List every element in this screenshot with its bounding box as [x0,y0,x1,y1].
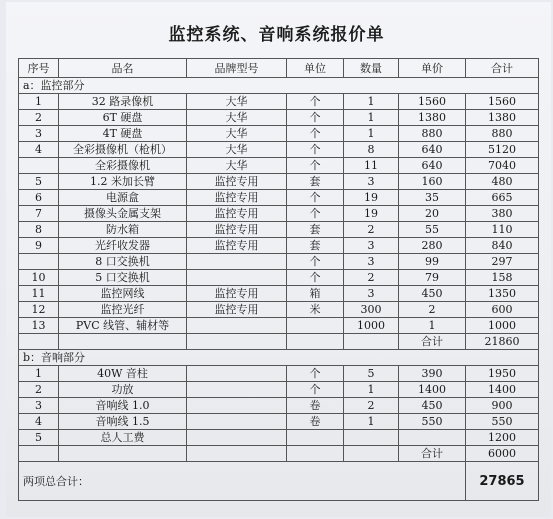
unit [287,430,344,446]
brand-model: 大华 [187,110,287,126]
table-row [19,270,539,286]
unit-price: 2 [399,302,466,318]
quantity: 1 [344,126,399,142]
line-total: 5120 [466,142,539,158]
table-row [19,158,539,174]
row-number: 2 [19,382,59,398]
line-total: 7040 [466,158,539,174]
item-name: 防水箱 [59,222,187,238]
unit-price: 390 [399,366,466,382]
table-row [19,94,539,110]
table-row [19,254,539,270]
line-total: 1380 [466,110,539,126]
brand-model: 监控专用 [187,238,287,254]
section-a-row [19,78,539,94]
row-number: 11 [19,286,59,302]
brand-model [187,398,287,414]
brand-model: 监控专用 [187,286,287,302]
brand-model [187,318,287,334]
unit: 个 [287,142,344,158]
quantity: 19 [344,206,399,222]
quantity [344,430,399,446]
grand-total-row [19,462,539,501]
brand-model [187,414,287,430]
line-total: 550 [466,414,539,430]
item-name: 光纤收发器 [59,238,187,254]
unit-price: 640 [399,142,466,158]
unit-price: 79 [399,270,466,286]
line-total: 600 [466,302,539,318]
unit: 箱 [287,286,344,302]
table-row [19,302,539,318]
header-cell: 品名 [59,59,187,78]
brand-model: 大华 [187,142,287,158]
line-total: 1000 [466,318,539,334]
quantity: 3 [344,254,399,270]
unit-price: 99 [399,254,466,270]
document-title: 监控系统、音响系统报价单 [168,25,385,45]
grand-total-label: 两项总合计： [19,462,466,501]
table-row [19,382,539,398]
quantity: 2 [344,270,399,286]
item-name: 6T 硬盘 [59,110,187,126]
item-name: 电源盒 [59,190,187,206]
line-total: 480 [466,174,539,190]
unit: 卷 [287,414,344,430]
line-total: 1950 [466,366,539,382]
unit: 个 [287,110,344,126]
brand-model: 大华 [187,126,287,142]
item-name: PVC 线管、辅材等 [59,318,187,334]
unit-price [399,430,466,446]
subtotal-label: 合计 [399,446,466,462]
quantity: 2 [344,398,399,414]
unit: 套 [287,222,344,238]
item-name: 5 口交换机 [59,270,187,286]
unit: 个 [287,366,344,382]
item-name: 8 口交换机 [59,254,187,270]
brand-model [187,254,287,270]
line-total: 1200 [466,430,539,446]
unit: 个 [287,126,344,142]
section-b-subtotal-row [19,446,539,462]
brand-model [187,366,287,382]
table-row [19,110,539,126]
grand-total-value: 27865 [466,462,539,501]
brand-model: 监控专用 [187,302,287,318]
line-total: 1560 [466,94,539,110]
unit: 个 [287,270,344,286]
unit: 套 [287,238,344,254]
row-number: 9 [19,238,59,254]
table-row [19,238,539,254]
item-name: 功放 [59,382,187,398]
unit-price: 640 [399,158,466,174]
header-cell: 序号 [19,59,59,78]
quantity: 1 [344,94,399,110]
unit-price: 550 [399,414,466,430]
row-number [19,158,59,174]
row-number: 7 [19,206,59,222]
line-total: 158 [466,270,539,286]
table-row [19,430,539,446]
header-cell: 品牌型号 [187,59,287,78]
unit-price: 20 [399,206,466,222]
unit: 套 [287,174,344,190]
row-number: 10 [19,270,59,286]
section-b-label: b：音响部分 [19,350,539,366]
brand-model: 大华 [187,158,287,174]
item-name: 32 路录像机 [59,94,187,110]
line-total: 1350 [466,286,539,302]
unit-price: 55 [399,222,466,238]
table-row [19,414,539,430]
quantity: 3 [344,174,399,190]
unit-price: 1380 [399,110,466,126]
unit-price: 450 [399,286,466,302]
header-cell: 合计 [466,59,539,78]
section-b-row [19,350,539,366]
brand-model: 监控专用 [187,222,287,238]
unit-price: 1 [399,318,466,334]
item-name: 监控网线 [59,286,187,302]
row-number: 1 [19,94,59,110]
quantity: 1 [344,414,399,430]
item-name: 4T 硬盘 [59,126,187,142]
unit-price: 450 [399,398,466,414]
brand-model: 监控专用 [187,174,287,190]
table-row [19,366,539,382]
unit-price: 160 [399,174,466,190]
quantity: 11 [344,158,399,174]
row-number: 6 [19,190,59,206]
brand-model: 监控专用 [187,190,287,206]
section-a-subtotal-row [19,334,539,350]
item-name: 摄像头金属支架 [59,206,187,222]
unit: 个 [287,190,344,206]
unit: 个 [287,382,344,398]
unit-price: 35 [399,190,466,206]
line-total: 380 [466,206,539,222]
item-name: 40W 音柱 [59,366,187,382]
quantity: 3 [344,238,399,254]
section-a-label: a：监控部分 [19,78,539,94]
table-row [19,142,539,158]
row-number: 3 [19,398,59,414]
header-cell: 单价 [399,59,466,78]
table-row [19,398,539,414]
unit-price: 880 [399,126,466,142]
row-number: 4 [19,414,59,430]
table-row [19,206,539,222]
item-name: 1.2 米加长臂 [59,174,187,190]
unit-price: 1560 [399,94,466,110]
table-row [19,126,539,142]
row-number: 2 [19,110,59,126]
unit-price: 1400 [399,382,466,398]
row-number: 5 [19,174,59,190]
row-number: 8 [19,222,59,238]
row-number: 3 [19,126,59,142]
row-number: 5 [19,430,59,446]
quantity: 5 [344,366,399,382]
item-name: 监控光纤 [59,302,187,318]
unit: 个 [287,158,344,174]
quantity: 1 [344,382,399,398]
item-name: 音响线 1.0 [59,398,187,414]
subtotal-value: 21860 [466,334,539,350]
unit: 卷 [287,398,344,414]
line-total: 665 [466,190,539,206]
table-row [19,318,539,334]
row-number: 12 [19,302,59,318]
quantity: 300 [344,302,399,318]
table-row [19,222,539,238]
header-cell: 单位 [287,59,344,78]
quantity: 2 [344,222,399,238]
unit: 个 [287,254,344,270]
brand-model: 监控专用 [187,206,287,222]
quantity: 8 [344,142,399,158]
row-number: 1 [19,366,59,382]
table-row [19,174,539,190]
unit: 个 [287,206,344,222]
brand-model [187,270,287,286]
unit [287,318,344,334]
item-name: 音响线 1.5 [59,414,187,430]
item-name: 全彩摄像机 [59,158,187,174]
subtotal-label: 合计 [399,334,466,350]
quote-table [18,58,539,501]
subtotal-value: 6000 [466,446,539,462]
item-name: 总人工费 [59,430,187,446]
table-row [19,286,539,302]
line-total: 297 [466,254,539,270]
line-total: 1400 [466,382,539,398]
header-row [19,59,539,78]
unit: 个 [287,94,344,110]
line-total: 840 [466,238,539,254]
quantity: 1 [344,110,399,126]
quantity: 3 [344,286,399,302]
header-cell: 数量 [344,59,399,78]
row-number: 13 [19,318,59,334]
brand-model [187,430,287,446]
line-total: 110 [466,222,539,238]
line-total: 900 [466,398,539,414]
line-total: 880 [466,126,539,142]
item-name: 全彩摄像机（枪机） [59,142,187,158]
quantity: 19 [344,190,399,206]
brand-model [187,382,287,398]
unit: 米 [287,302,344,318]
unit-price: 280 [399,238,466,254]
row-number [19,254,59,270]
brand-model: 大华 [187,94,287,110]
table-row [19,190,539,206]
row-number: 4 [19,142,59,158]
quantity: 1000 [344,318,399,334]
